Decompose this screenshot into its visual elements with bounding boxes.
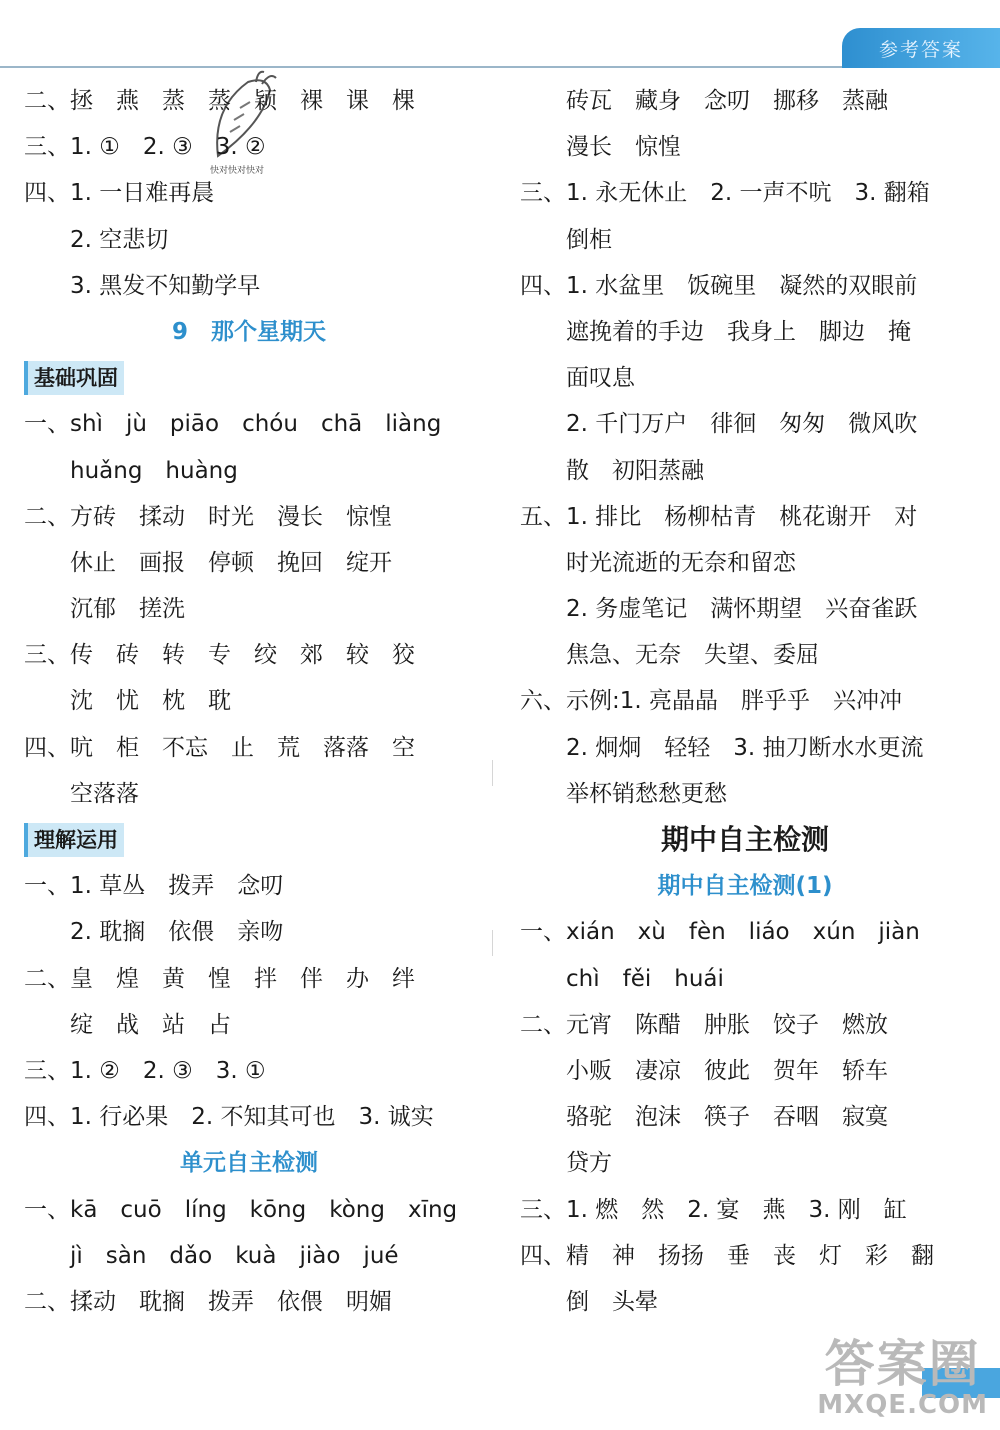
answer-line: chì fěi huái: [566, 965, 724, 992]
section-heading: 9 那个星期天: [171, 318, 326, 345]
answer-line: 空落落: [70, 780, 139, 807]
answer-line: 绽 战 站 占: [70, 1011, 231, 1038]
answer-line: 一、kā cuō líng kōng kòng xīng: [24, 1196, 458, 1223]
answer-line: 三、1. 永无休止 2. 一声不吭 3. 翻箱: [520, 180, 930, 207]
answer-line: 二、元宵 陈醋 肿胀 饺子 燃放: [520, 1011, 888, 1038]
answer-line: 漫长 惊惶: [566, 134, 681, 161]
column-divider-mark: [492, 930, 493, 956]
answer-line: 休止 画报 停顿 挽回 绽开: [70, 549, 392, 576]
answer-line: 二、拯 燕 蒸 蒸 颖 裸 课 棵: [24, 88, 415, 114]
answer-line: 面叹息: [566, 365, 635, 392]
page-section-title: 期中自主检测: [660, 823, 829, 856]
answer-line: 四、1. 水盆里 饭碗里 凝然的双眼前: [520, 272, 918, 299]
answer-line: 三、1. ② 2. ③ 3. ①: [24, 1057, 266, 1084]
answer-line: 焦急、无奈 失望、委屈: [566, 642, 819, 669]
watermark: [817, 1335, 988, 1420]
answer-line: 2. 炯炯 轻轻 3. 抽刀断水水更流: [566, 734, 924, 761]
section-heading: 单元自主检测: [180, 1150, 318, 1177]
answer-line: 一、1. 草丛 拨弄 念叨: [24, 873, 284, 900]
answer-line: 二、皇 煌 黄 惶 拌 伴 办 绊: [24, 965, 415, 992]
watermark-url: MXQE.COM: [817, 1390, 988, 1420]
answer-line: 时光流逝的无奈和留恋: [566, 549, 796, 576]
answer-line: 一、xián xù fèn liáo xún jiàn: [520, 919, 920, 946]
watermark-title: 答案圈: [824, 1335, 981, 1393]
answer-line: 四、精 神 扬扬 垂 丧 灯 彩 翻: [520, 1242, 934, 1269]
left-column: [24, 78, 474, 1325]
answer-line: 2. 务虚笔记 满怀期望 兴奋雀跃: [566, 596, 918, 623]
answer-line: 2. 耽搁 依偎 亲吻: [70, 919, 284, 946]
right-column: [520, 78, 970, 1325]
answer-line: 倒柜: [566, 226, 612, 253]
answer-line: 三、传 砖 转 专 绞 郊 较 狡: [24, 642, 415, 669]
answer-line: 三、1. ① 2. ③ 3. ②: [24, 134, 266, 161]
answer-line: 沉郁 搓洗: [70, 596, 185, 623]
answer-line: 六、示例:1. 亮晶晶 胖乎乎 兴冲冲: [520, 688, 903, 715]
answer-line: 骆驼 泡沫 筷子 吞咽 寂寞: [566, 1104, 888, 1131]
answer-line: 3. 黑发不知勤学早: [70, 272, 261, 299]
answer-line: 一、shì jù piāo chóu chā liàng: [24, 411, 442, 438]
answer-line: 二、揉动 耽搁 拨弄 依偎 明媚: [24, 1288, 392, 1315]
answer-line: 三、1. 燃 然 2. 宴 燕 3. 刚 缸: [520, 1196, 907, 1223]
answer-line: 四、吭 柜 不忘 止 荒 落落 空: [24, 734, 415, 761]
column-divider-mark: [492, 760, 493, 786]
answer-line: 四、1. 一日难再晨: [24, 180, 215, 207]
answer-line: 遮挽着的手边 我身上 脚边 掩: [566, 318, 911, 345]
answer-line: 五、1. 排比 杨柳枯青 桃花谢开 对: [520, 503, 918, 530]
answer-line: 倒 头晕: [566, 1288, 658, 1315]
answer-key-tab: 参考答案: [842, 28, 1000, 68]
answer-line: 二、方砖 揉动 时光 漫长 惊惶: [24, 503, 392, 530]
answer-line: jì sàn dǎo kuà jiào jué: [70, 1242, 399, 1269]
answer-line: huǎng huàng: [70, 457, 238, 484]
answer-line: 砖瓦 藏身 念叨 挪移 蒸融: [566, 88, 888, 114]
answer-line: 举杯销愁愁更愁: [566, 780, 727, 807]
answer-line: 散 初阳蒸融: [566, 457, 704, 484]
answer-line: 沈 忧 枕 耽: [70, 688, 231, 715]
section-badge-row: [24, 355, 474, 401]
answer-line: 2. 千门万户 徘徊 匆匆 微风吹: [566, 411, 918, 438]
answer-line: 贷方: [566, 1150, 612, 1177]
answer-line: 四、1. 行必果 2. 不知其可也 3. 诚实: [24, 1104, 434, 1131]
section-heading: 期中自主检测(1): [657, 873, 833, 900]
stamp-text: 快对快对快对: [210, 166, 265, 176]
section-badge: 基础巩固: [24, 361, 124, 395]
section-badge-row: [24, 817, 474, 863]
answer-line: 小贩 凄凉 彼此 贺年 轿车: [566, 1057, 888, 1084]
section-badge: 理解运用: [24, 823, 124, 857]
answer-line: 2. 空悲切: [70, 226, 169, 253]
